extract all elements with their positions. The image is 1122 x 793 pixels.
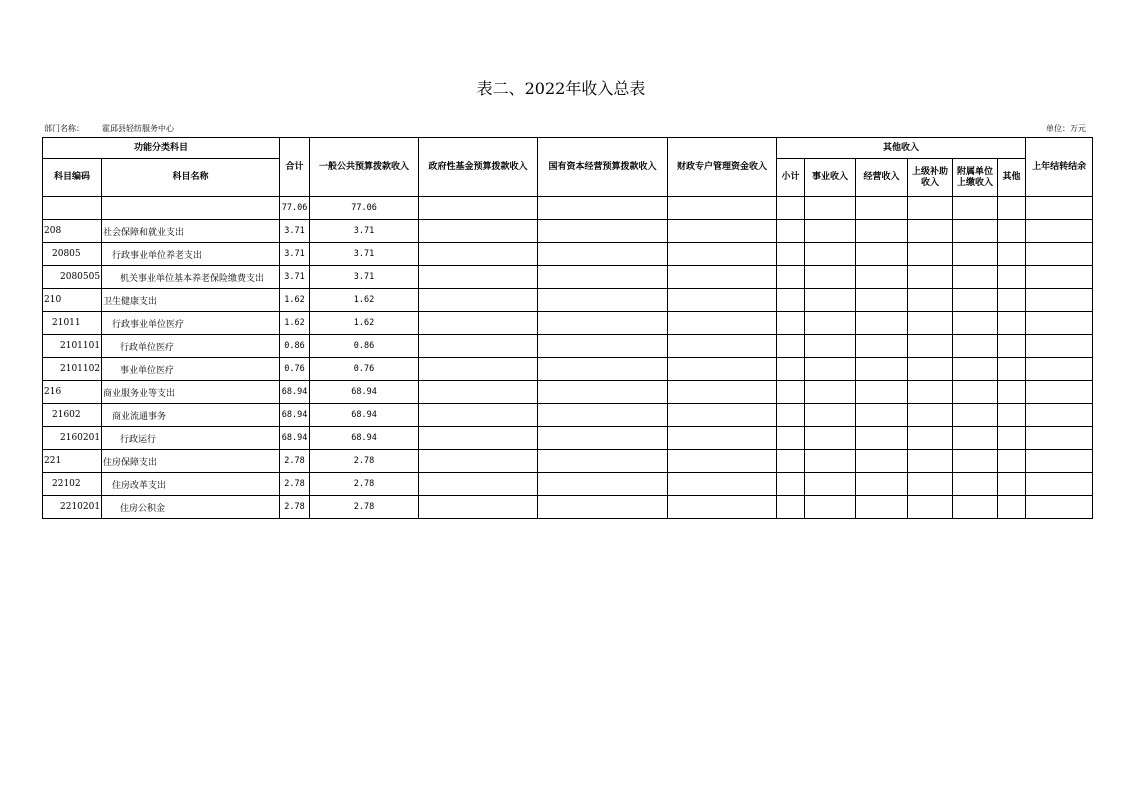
table-row bbox=[43, 335, 1093, 358]
empty-cell bbox=[805, 427, 856, 450]
header-subtotal: 小计 bbox=[777, 159, 805, 197]
header-subject-code: 科目编码 bbox=[43, 159, 102, 197]
empty-cell bbox=[538, 404, 668, 427]
empty-cell bbox=[538, 473, 668, 496]
empty-cell bbox=[908, 473, 953, 496]
total-cell: 2.78 bbox=[280, 450, 310, 473]
subject-code-cell: 2101102 bbox=[43, 358, 102, 381]
empty-cell bbox=[856, 358, 908, 381]
general-budget-cell: 0.76 bbox=[310, 358, 419, 381]
subject-name-cell: 行政事业单位医疗 bbox=[102, 312, 280, 335]
empty-cell bbox=[908, 197, 953, 220]
empty-cell bbox=[856, 289, 908, 312]
empty-cell bbox=[856, 335, 908, 358]
empty-cell bbox=[953, 220, 998, 243]
empty-cell bbox=[805, 473, 856, 496]
empty-cell bbox=[908, 266, 953, 289]
empty-cell bbox=[538, 335, 668, 358]
empty-cell bbox=[953, 427, 998, 450]
empty-cell bbox=[668, 312, 777, 335]
empty-cell bbox=[777, 404, 805, 427]
income-summary-table bbox=[42, 137, 1093, 519]
empty-cell bbox=[538, 197, 668, 220]
empty-cell bbox=[1026, 381, 1093, 404]
empty-cell bbox=[419, 243, 538, 266]
subject-name-cell: 卫生健康支出 bbox=[102, 289, 280, 312]
table-row bbox=[43, 496, 1093, 519]
subject-name-cell: 事业单位医疗 bbox=[102, 358, 280, 381]
empty-cell bbox=[805, 266, 856, 289]
empty-cell bbox=[998, 335, 1026, 358]
subject-code-cell: 2080505 bbox=[43, 266, 102, 289]
empty-cell bbox=[538, 312, 668, 335]
department-name: 霍邱县轻纺服务中心 bbox=[102, 124, 174, 133]
empty-cell bbox=[1026, 243, 1093, 266]
empty-cell bbox=[668, 450, 777, 473]
total-cell: 2.78 bbox=[280, 496, 310, 519]
empty-cell bbox=[419, 266, 538, 289]
empty-cell bbox=[805, 496, 856, 519]
header-total: 合计 bbox=[280, 138, 310, 197]
general-budget-cell: 1.62 bbox=[310, 312, 419, 335]
total-cell: 0.76 bbox=[280, 358, 310, 381]
empty-cell bbox=[1026, 197, 1093, 220]
empty-cell bbox=[668, 289, 777, 312]
empty-cell bbox=[908, 220, 953, 243]
subject-code-cell bbox=[43, 197, 102, 220]
empty-cell bbox=[777, 312, 805, 335]
empty-cell bbox=[668, 335, 777, 358]
empty-cell bbox=[998, 427, 1026, 450]
empty-cell bbox=[856, 427, 908, 450]
empty-cell bbox=[998, 220, 1026, 243]
empty-cell bbox=[805, 335, 856, 358]
empty-cell bbox=[419, 427, 538, 450]
empty-cell bbox=[953, 404, 998, 427]
subject-code-cell: 20805 bbox=[43, 243, 102, 266]
header-gov-fund: 政府性基金预算拨款收入 bbox=[419, 138, 538, 197]
subject-name-cell: 社会保障和就业支出 bbox=[102, 220, 280, 243]
empty-cell bbox=[538, 381, 668, 404]
empty-cell bbox=[998, 381, 1026, 404]
subject-code-cell: 2160201 bbox=[43, 427, 102, 450]
header-carryover: 上年结转结余 bbox=[1026, 138, 1093, 197]
empty-cell bbox=[1026, 312, 1093, 335]
empty-cell bbox=[777, 450, 805, 473]
page-title: 表二、2022年收入总表 bbox=[476, 79, 646, 98]
header-subject-name: 科目名称 bbox=[102, 159, 280, 197]
subject-name-cell: 住房改革支出 bbox=[102, 473, 280, 496]
empty-cell bbox=[856, 450, 908, 473]
empty-cell bbox=[998, 312, 1026, 335]
total-cell: 3.71 bbox=[280, 220, 310, 243]
empty-cell bbox=[953, 381, 998, 404]
empty-cell bbox=[668, 243, 777, 266]
subject-name-cell: 行政单位医疗 bbox=[102, 335, 280, 358]
empty-cell bbox=[805, 404, 856, 427]
empty-cell bbox=[1026, 496, 1093, 519]
table-row bbox=[43, 266, 1093, 289]
header-business-income: 事业收入 bbox=[805, 159, 856, 197]
general-budget-cell: 1.62 bbox=[310, 289, 419, 312]
empty-cell bbox=[538, 220, 668, 243]
empty-cell bbox=[856, 404, 908, 427]
empty-cell bbox=[1026, 266, 1093, 289]
empty-cell bbox=[1026, 220, 1093, 243]
subject-name-cell: 住房公积金 bbox=[102, 496, 280, 519]
empty-cell bbox=[953, 496, 998, 519]
empty-cell bbox=[908, 450, 953, 473]
empty-cell bbox=[419, 312, 538, 335]
empty-cell bbox=[908, 496, 953, 519]
empty-cell bbox=[419, 450, 538, 473]
empty-cell bbox=[1026, 450, 1093, 473]
empty-cell bbox=[953, 473, 998, 496]
empty-cell bbox=[419, 358, 538, 381]
table-row bbox=[43, 473, 1093, 496]
header-operating-income: 经营收入 bbox=[856, 159, 908, 197]
subject-code-cell: 2101101 bbox=[43, 335, 102, 358]
empty-cell bbox=[908, 335, 953, 358]
table-row bbox=[43, 197, 1093, 220]
empty-cell bbox=[777, 381, 805, 404]
subject-code-cell: 221 bbox=[43, 450, 102, 473]
empty-cell bbox=[908, 427, 953, 450]
total-cell: 68.94 bbox=[280, 427, 310, 450]
subject-name-cell: 商业服务业等支出 bbox=[102, 381, 280, 404]
header-func-category: 功能分类科目 bbox=[43, 138, 280, 159]
empty-cell bbox=[856, 243, 908, 266]
department-label: 部门名称： bbox=[44, 124, 84, 133]
empty-cell bbox=[538, 243, 668, 266]
header-state-capital: 国有资本经营预算拨款收入 bbox=[538, 138, 668, 197]
empty-cell bbox=[805, 381, 856, 404]
empty-cell bbox=[805, 312, 856, 335]
empty-cell bbox=[668, 220, 777, 243]
empty-cell bbox=[777, 197, 805, 220]
general-budget-cell: 3.71 bbox=[310, 220, 419, 243]
total-cell: 2.78 bbox=[280, 473, 310, 496]
general-budget-cell: 0.86 bbox=[310, 335, 419, 358]
subject-name-cell: 行政事业单位养老支出 bbox=[102, 243, 280, 266]
table-row bbox=[43, 450, 1093, 473]
empty-cell bbox=[953, 289, 998, 312]
empty-cell bbox=[998, 358, 1026, 381]
empty-cell bbox=[538, 358, 668, 381]
empty-cell bbox=[538, 496, 668, 519]
empty-cell bbox=[953, 312, 998, 335]
empty-cell bbox=[908, 358, 953, 381]
empty-cell bbox=[856, 220, 908, 243]
empty-cell bbox=[805, 289, 856, 312]
empty-cell bbox=[953, 450, 998, 473]
empty-cell bbox=[856, 312, 908, 335]
empty-cell bbox=[1026, 335, 1093, 358]
general-budget-cell: 68.94 bbox=[310, 427, 419, 450]
total-cell: 3.71 bbox=[280, 243, 310, 266]
table-row bbox=[43, 427, 1093, 450]
empty-cell bbox=[998, 404, 1026, 427]
header-other: 其他 bbox=[998, 159, 1026, 197]
empty-cell bbox=[538, 289, 668, 312]
total-cell: 77.06 bbox=[280, 197, 310, 220]
subject-name-cell: 行政运行 bbox=[102, 427, 280, 450]
subject-code-cell: 21602 bbox=[43, 404, 102, 427]
empty-cell bbox=[856, 496, 908, 519]
table-row bbox=[43, 289, 1093, 312]
empty-cell bbox=[856, 473, 908, 496]
subject-code-cell: 22102 bbox=[43, 473, 102, 496]
empty-cell bbox=[538, 266, 668, 289]
empty-cell bbox=[998, 473, 1026, 496]
empty-cell bbox=[998, 243, 1026, 266]
empty-cell bbox=[777, 266, 805, 289]
empty-cell bbox=[668, 496, 777, 519]
table-row bbox=[43, 381, 1093, 404]
subject-name-cell: 住房保障支出 bbox=[102, 450, 280, 473]
total-cell: 3.71 bbox=[280, 266, 310, 289]
subject-code-cell: 2210201 bbox=[43, 496, 102, 519]
general-budget-cell: 2.78 bbox=[310, 473, 419, 496]
empty-cell bbox=[953, 197, 998, 220]
empty-cell bbox=[805, 243, 856, 266]
general-budget-cell: 3.71 bbox=[310, 243, 419, 266]
general-budget-cell: 2.78 bbox=[310, 496, 419, 519]
empty-cell bbox=[777, 335, 805, 358]
empty-cell bbox=[856, 197, 908, 220]
subject-code-cell: 216 bbox=[43, 381, 102, 404]
empty-cell bbox=[998, 496, 1026, 519]
empty-cell bbox=[908, 404, 953, 427]
table-row bbox=[43, 220, 1093, 243]
empty-cell bbox=[777, 473, 805, 496]
general-budget-cell: 77.06 bbox=[310, 197, 419, 220]
subject-code-cell: 210 bbox=[43, 289, 102, 312]
header-superior-subsidy: 上级补助收入 bbox=[908, 159, 953, 197]
total-cell: 1.62 bbox=[280, 289, 310, 312]
empty-cell bbox=[777, 243, 805, 266]
total-cell: 1.62 bbox=[280, 312, 310, 335]
empty-cell bbox=[668, 427, 777, 450]
empty-cell bbox=[805, 358, 856, 381]
empty-cell bbox=[1026, 473, 1093, 496]
table-row bbox=[43, 404, 1093, 427]
empty-cell bbox=[998, 289, 1026, 312]
empty-cell bbox=[777, 220, 805, 243]
empty-cell bbox=[998, 197, 1026, 220]
empty-cell bbox=[1026, 427, 1093, 450]
empty-cell bbox=[777, 289, 805, 312]
empty-cell bbox=[777, 358, 805, 381]
empty-cell bbox=[998, 266, 1026, 289]
empty-cell bbox=[538, 427, 668, 450]
empty-cell bbox=[777, 427, 805, 450]
table-row bbox=[43, 312, 1093, 335]
empty-cell bbox=[668, 473, 777, 496]
empty-cell bbox=[953, 335, 998, 358]
empty-cell bbox=[668, 404, 777, 427]
empty-cell bbox=[419, 381, 538, 404]
empty-cell bbox=[908, 312, 953, 335]
empty-cell bbox=[777, 496, 805, 519]
empty-cell bbox=[419, 473, 538, 496]
header-general-budget: 一般公共预算拨款收入 bbox=[310, 138, 419, 197]
subject-code-cell: 21011 bbox=[43, 312, 102, 335]
header-affiliated-remit: 附属单位上缴收入 bbox=[953, 159, 998, 197]
empty-cell bbox=[538, 450, 668, 473]
empty-cell bbox=[953, 358, 998, 381]
empty-cell bbox=[908, 381, 953, 404]
empty-cell bbox=[419, 335, 538, 358]
empty-cell bbox=[1026, 404, 1093, 427]
empty-cell bbox=[1026, 289, 1093, 312]
empty-cell bbox=[1026, 358, 1093, 381]
subject-name-cell: 机关事业单位基本养老保险缴费支出 bbox=[102, 266, 280, 289]
empty-cell bbox=[908, 243, 953, 266]
empty-cell bbox=[668, 266, 777, 289]
general-budget-cell: 68.94 bbox=[310, 381, 419, 404]
empty-cell bbox=[953, 266, 998, 289]
subject-name-cell: 商业流通事务 bbox=[102, 404, 280, 427]
empty-cell bbox=[998, 450, 1026, 473]
total-cell: 0.86 bbox=[280, 335, 310, 358]
empty-cell bbox=[668, 381, 777, 404]
subject-name-cell bbox=[102, 197, 280, 220]
empty-cell bbox=[668, 358, 777, 381]
empty-cell bbox=[419, 220, 538, 243]
subject-code-cell: 208 bbox=[43, 220, 102, 243]
empty-cell bbox=[419, 404, 538, 427]
total-cell: 68.94 bbox=[280, 404, 310, 427]
general-budget-cell: 68.94 bbox=[310, 404, 419, 427]
empty-cell bbox=[856, 381, 908, 404]
general-budget-cell: 3.71 bbox=[310, 266, 419, 289]
header-fiscal-special: 财政专户管理资金收入 bbox=[668, 138, 777, 197]
header-other-income: 其他收入 bbox=[777, 138, 1026, 159]
empty-cell bbox=[805, 450, 856, 473]
empty-cell bbox=[953, 243, 998, 266]
table-row bbox=[43, 358, 1093, 381]
empty-cell bbox=[805, 197, 856, 220]
general-budget-cell: 2.78 bbox=[310, 450, 419, 473]
total-cell: 68.94 bbox=[280, 381, 310, 404]
empty-cell bbox=[856, 266, 908, 289]
empty-cell bbox=[419, 197, 538, 220]
empty-cell bbox=[908, 289, 953, 312]
empty-cell bbox=[419, 289, 538, 312]
empty-cell bbox=[805, 220, 856, 243]
table-row bbox=[43, 243, 1093, 266]
empty-cell bbox=[419, 496, 538, 519]
empty-cell bbox=[668, 197, 777, 220]
unit-label: 单位：万元 bbox=[1046, 124, 1086, 133]
